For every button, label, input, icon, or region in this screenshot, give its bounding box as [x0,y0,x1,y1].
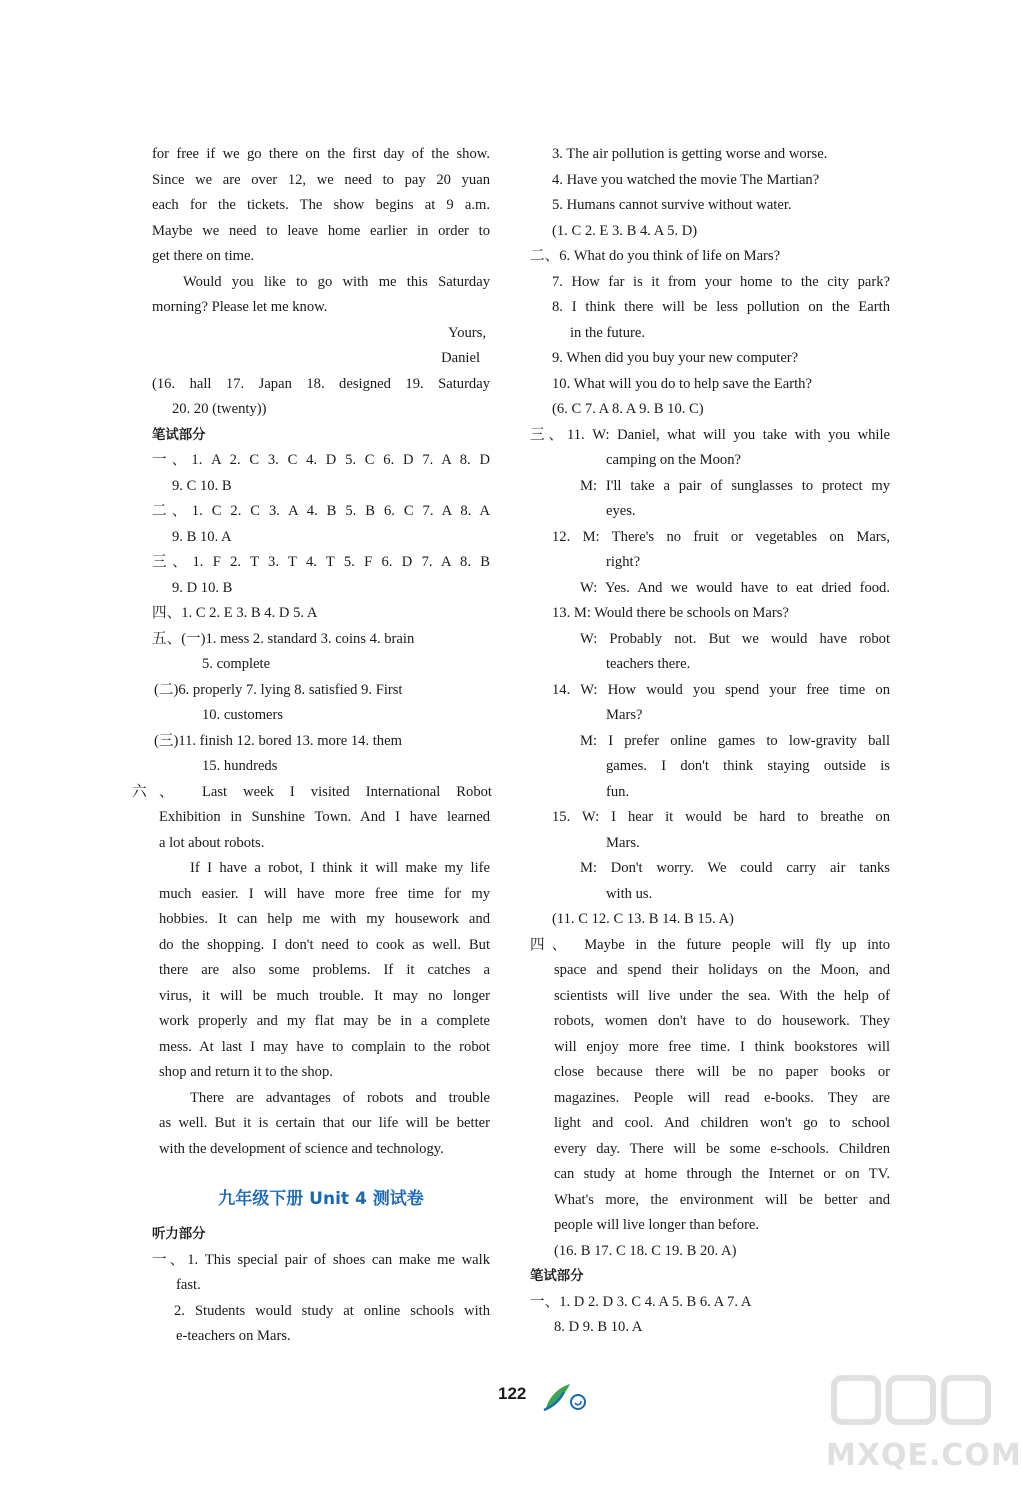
answer-line: 二、1. C 2. C 3. A 4. B 5. B 6. C 7. A 8. A [152,503,490,519]
essay-line: If I have a robot, I think it will make my life [190,860,490,876]
watermark [826,1368,1022,1480]
dialogue-line: games. I don't think staying outside is [606,758,890,774]
essay-line: will enjoy more free time. I think bookstores will [554,1038,890,1055]
essay-line: can study at home through the Internet or on TV. [554,1166,890,1182]
answer-line: (1. C 2. E 3. B 4. A 5. D) [552,222,698,239]
text-line: e-teachers on Mars. [176,1328,291,1344]
dialogue-line: 15. W: I hear it would be hard to breathe on [552,809,890,825]
answer-line: 8. D 9. B 10. A [554,1319,643,1335]
text-line: each for the tickets. The show begins at 9 a.m. [152,197,490,213]
essay-line: What's more, the environment will be better and [554,1191,890,1208]
dialogue-line: camping on the Moon? [606,452,741,468]
answer-line: 三、1. F 2. T 3. T 4. T 5. F 6. D 7. A 8. B [152,554,490,570]
answer-line: (11. C 12. C 13. B 14. B 15. A) [552,911,734,927]
letter-closing: Yours, [448,324,486,341]
text-line: 4. Have you watched the movie The Martian? [552,171,820,188]
dialogue-line: right? [606,554,641,570]
dialogue-line: teachers there. [606,656,691,672]
text-line: 二、6. What do you think of life on Mars? [530,248,781,264]
watermark-text: MXQE.COM [826,1438,1022,1473]
text-line: for free if we go there on the first day of the show. [152,146,490,162]
page-number: 122 [498,1384,527,1403]
essay-line: space and spend their holidays on the Moon, and [554,962,890,978]
essay-line: as well. But it is certain that our life will be better [159,1115,490,1131]
answer-line: 5. complete [202,656,271,672]
section-title: 九年级下册 Unit 4 测试卷 [218,1189,424,1209]
essay-line: virus, it will be much trouble. It may no longer [159,987,490,1004]
answer-line: 20. 20 (twenty)) [172,401,267,417]
essay-line: mess. At last I may have to complain to the robot [159,1038,490,1055]
answer-line: 10. customers [202,707,284,723]
dialogue-line: M: Don't worry. We could carry air tanks [580,860,890,876]
dialogue-line: 三、11. W: Daniel, what will you take with you while [530,426,890,443]
text-line: get there on time. [152,248,255,264]
answer-line: 9. D 10. B [172,579,233,596]
text-line: 3. The air pollution is getting worse and worse. [552,146,828,162]
answer-line: 9. C 10. B [172,477,232,494]
text-line: Maybe we need to leave home earlier in order to [152,222,490,239]
essay-line: there are also some problems. If it catches a [159,962,490,978]
essay-line: people will live longer than before. [554,1217,760,1233]
answer-line: 一、1. A 2. C 3. C 4. D 5. C 6. D 7. A 8. D [152,452,490,468]
essay-line: There are advantages of robots and trouble [190,1089,490,1106]
answer-line: 四、1. C 2. E 3. B 4. D 5. A [152,605,318,621]
text-line: 8. I think there will be less pollution on the Earth [552,299,890,315]
dialogue-line: Mars. [606,834,640,851]
essay-line: do the shopping. I don't need to cook as well. But [159,936,490,953]
answer-line: 9. B 10. A [172,528,232,545]
text-line: Would you like to go with me this Saturday [183,273,490,290]
leaf-logo-icon [540,1380,592,1414]
dialogue-line: fun. [606,783,630,800]
answer-line: (二)6. properly 7. lying 8. satisfied 9. First [154,681,403,698]
dialogue-line: eyes. [606,503,636,519]
answer-line: 一、1. D 2. D 3. C 4. A 5. B 6. A 7. A [530,1293,752,1310]
essay-line: hobbies. It can help me with my housework and [159,911,490,927]
left-column [132,142,492,1350]
dialogue-line: W: Probably not. But we would have robot [580,630,890,647]
dialogue-line: M: I'll take a pair of sunglasses to protect my [580,477,890,494]
text-line: 7. How far is it from your home to the city park? [552,273,890,290]
text-line: 2. Students would study at online schools with [174,1302,490,1319]
essay-line: close because there will be no paper books or [554,1064,890,1080]
essay-line: magazines. People will read e-books. They are [554,1089,890,1106]
watermark-logo-icon [826,1368,996,1438]
essay-line: light and cool. And children won't go to school [554,1115,890,1131]
answer-line: (16. hall 17. Japan 18. designed 19. Saturday [152,375,490,392]
essay-line: Exhibition in Sunshine Town. And I have learned [159,809,490,825]
text-line: morning? Please let me know. [152,299,328,315]
dialogue-line: 13. M: Would there be schools on Mars? [552,605,789,621]
answer-line: 15. hundreds [202,758,278,774]
text-line: 9. When did you buy your new computer? [552,350,799,366]
essay-line: 四、 Maybe in the future people will fly up into [530,936,890,953]
section-heading: 听力部分 [152,1227,206,1242]
text-line: in the future. [570,324,645,341]
section-heading: 笔试部分 [530,1269,584,1284]
text-line: Since we are over 12, we need to pay 20 yuan [152,171,490,188]
text-line: fast. [176,1277,201,1293]
answer-line: (16. B 17. C 18. C 19. B 20. A) [554,1242,737,1259]
letter-signature: Daniel [441,350,480,366]
text-line: 10. What will you do to help save the Earth? [552,375,812,392]
essay-line: shop and return it to the shop. [159,1064,333,1080]
answer-line: 五、(一)1. mess 2. standard 3. coins 4. brain [152,630,415,647]
dialogue-line: 12. M: There's no fruit or vegetables on Mars, [552,528,890,545]
essay-line: a lot about robots. [159,834,265,851]
essay-line: 六、 Last week I visited International Robot [132,783,492,800]
dialogue-line: with us. [606,885,653,902]
dialogue-line: 14. W: How would you spend your free time on [552,681,890,698]
right-column [530,142,890,1341]
essay-line: with the development of science and technology. [159,1140,444,1157]
essay-line: scientists will live under the sea. With the help of [554,987,890,1004]
dialogue-line: Mars? [606,707,643,723]
essay-line: work properly and my flat may be in a complete [159,1013,490,1029]
section-heading: 笔试部分 [152,427,206,443]
dialogue-line: M: I prefer online games to low-gravity ball [580,732,890,749]
essay-line: robots, women don't have to do housework. They [554,1013,890,1029]
dialogue-line: W: Yes. And we would have to eat dried food. [580,579,890,596]
essay-line: much easier. I will have more free time for my [159,885,490,902]
essay-line: every day. There will be some e-schools. Children [554,1140,890,1157]
text-line: 一、1. This special pair of shoes can make me walk [152,1251,490,1268]
text-line: 5. Humans cannot survive without water. [552,197,792,213]
answer-line: (6. C 7. A 8. A 9. B 10. C) [552,401,704,417]
answer-line: (三)11. finish 12. bored 13. more 14. them [154,732,402,749]
